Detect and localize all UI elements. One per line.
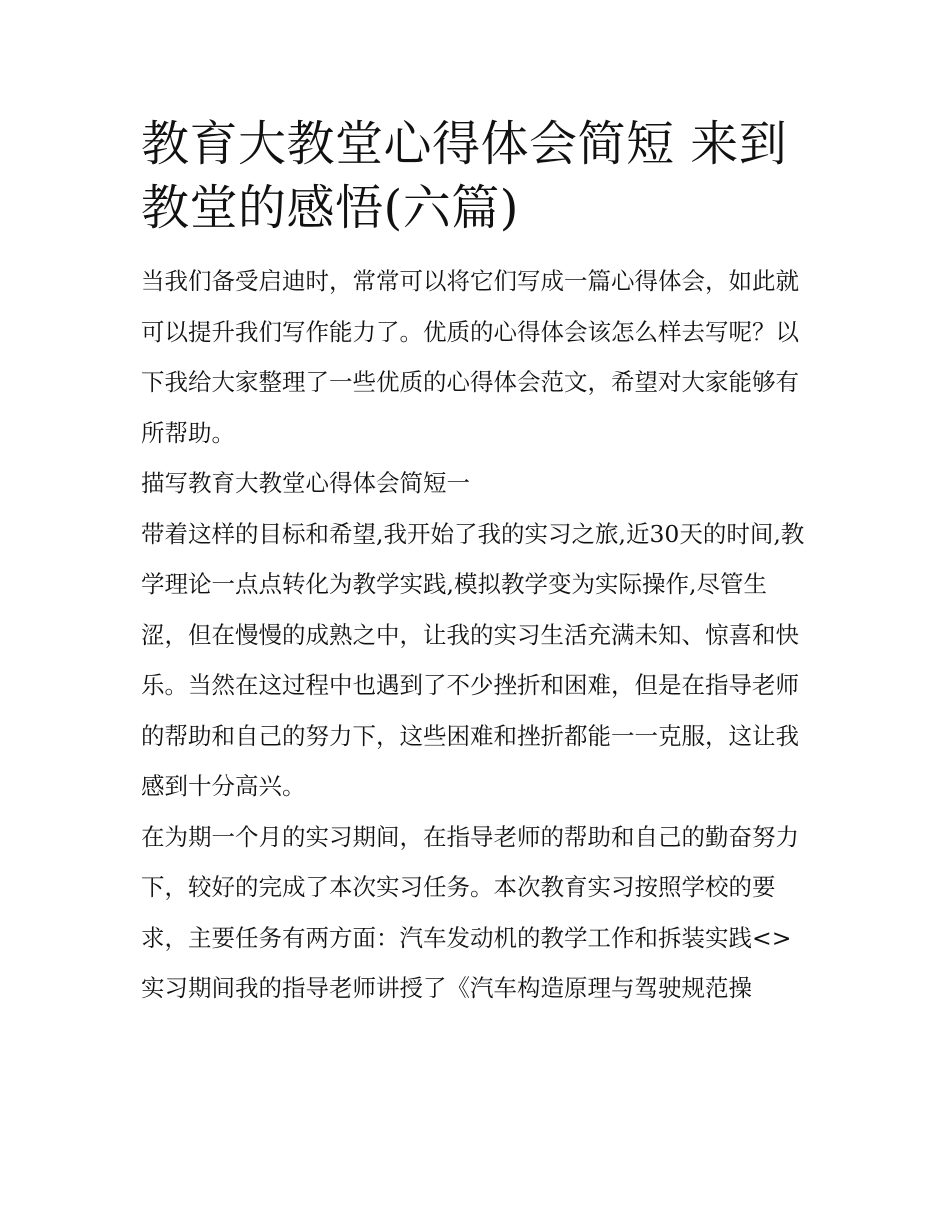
document-page — [141, 112, 813, 1014]
intro-paragraph: 当我们备受启迪时，常常可以将它们写成一篇心得体会，如此就可以提升我们写作能力了。优质的心得体会该怎么样去写呢？以下我给大家整理了一些优质的心得体会范文，希望对大家能够有所帮助。 — [141, 267, 799, 447]
section-heading: 描写教育大教堂心得体会简短一 — [141, 469, 470, 497]
body-paragraph: 带着这样的目标和希望,我开始了我的实习之旅,近30天的时间,教学理论一点点转化为教学实践,模拟教学变为实际操作,尽管生涩，但在慢慢的成熟之中，让我的实习生活充满未知、惊喜和快乐。当然在这过程中也遇到了不少挫折和困难，但是在指导老师的帮助和自己的努力下，这些困难和挫折都能一一克服，这让我感到十分高兴。 — [141, 519, 805, 800]
document-body — [141, 256, 813, 1014]
body-paragraph: 实习期间我的指导老师讲授了《汽车构造原理与驾驶规范操 — [141, 974, 752, 1002]
body-paragraph: 在为期一个月的实习期间，在指导老师的帮助和自己的勤奋努力下，较好的完成了本次实习任务。本次教育实习按照学校的要求，主要任务有两方面：汽车发动机的教学工作和拆装实践<> — [141, 822, 799, 952]
document-title: 教育大教堂心得体会简短 来到教堂的感悟(六篇) — [141, 116, 788, 236]
